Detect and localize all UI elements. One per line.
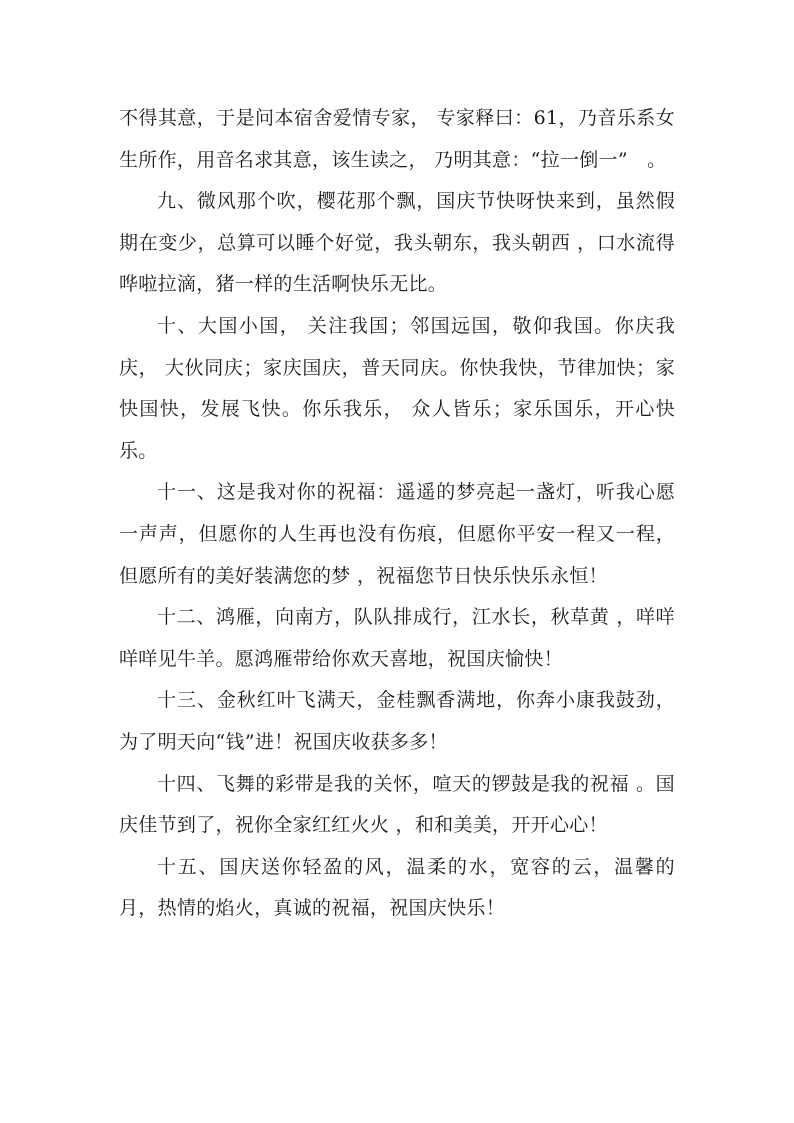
paragraph-item-12: 十二、鸿雁，向南方，队队排成行，江水长，秋草黄 ，咩咩咩咩见牛羊。愿鸿雁带给你欢天喜地，祝国庆愉快！ <box>119 606 675 670</box>
paragraph-item-14: 十四、飞舞的彩带是我的关怀，喧天的锣鼓是我的祝福 。国庆佳节到了，祝你全家红红火火 ，和和美美，开开心心！ <box>119 772 675 837</box>
paragraph-item-9: 九、微风那个吹，樱花那个飘，国庆节快呀快来到，虽然假期在变少，总算可以睡个好觉，我头朝东，我头朝西 ，口水流得哗啦拉滴，猪一样的生活啊快乐无比。 <box>119 190 675 296</box>
paragraph-continuation: 不得其意，于是问本宿舍爱情专家， 专家释曰：61，乃音乐系女生所作，用音名求其意，该生读之， 乃明其意：“拉一倒一” 。 <box>119 107 675 171</box>
paragraph-item-15: 十五、国庆送你轻盈的风，温柔的水，宽容的云，温馨的月，热情的焰火，真诚的祝福，祝国庆快乐！ <box>119 855 675 920</box>
paragraph-item-13: 十三、金秋红叶飞满天，金桂飘香满地，你奔小康我鼓劲，为了明天向“钱”进！祝国庆收获多多！ <box>119 689 675 753</box>
paragraph-item-11: 十一、这是我对你的祝福：遥遥的梦亮起一盏灯，听我心愿一声声，但愿你的人生再也没有伤痕，但愿你平安一程又一程，但愿所有的美好装满您的梦 ，祝福您节日快乐快乐永恒！ <box>119 481 675 587</box>
document-body <box>119 98 675 930</box>
paragraph-item-10: 十、大国小国， 关注我国；邻国远国，敬仰我国。你庆我庆， 大伙同庆；家庆国庆，普天同庆。你快我快，节律加快；家快国快，发展飞快。你乐我乐， 众人皆乐；家乐国乐，开心快乐。 <box>119 314 675 462</box>
